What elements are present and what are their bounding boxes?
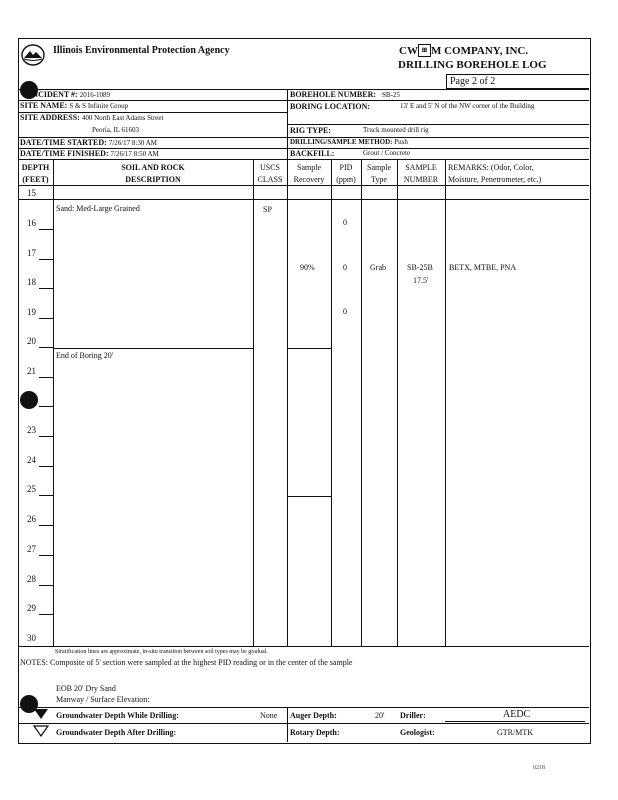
driller-label: Driller:	[400, 711, 426, 720]
depth-27: 27	[27, 544, 36, 554]
date-finished-label: DATE/TIME FINISHED:	[20, 149, 109, 158]
incident-value: 2016-1089	[79, 91, 111, 99]
date-started-label: DATE/TIME STARTED:	[20, 138, 107, 147]
borehole-number-label: BOREHOLE NUMBER:	[290, 90, 377, 99]
date-started-field	[20, 139, 157, 147]
date-started-value: 7/26/17 8:30 AM	[108, 139, 158, 147]
depth-17: 17	[27, 248, 36, 258]
gw-while-value: None	[260, 711, 278, 720]
sample-number-value: SB-25B	[407, 263, 433, 272]
company-name	[399, 44, 528, 57]
depth-16: 16	[27, 218, 36, 228]
page-indicator	[446, 74, 589, 89]
agency-name: Illinois Environmental Protection Agency	[53, 45, 230, 56]
depth-29: 29	[27, 603, 36, 613]
depth-21: 21	[27, 366, 36, 376]
backfill-value: Grout / Concrete	[363, 149, 411, 157]
borehole-number-field	[290, 91, 400, 99]
depth-15: 15	[27, 188, 36, 198]
site-address-label: SITE ADDRESS:	[20, 113, 80, 122]
depth-18: 18	[27, 277, 36, 287]
col-header-recovery: Sample Recovery	[293, 163, 325, 184]
page-total: 2	[490, 76, 496, 87]
auger-label: Auger Depth:	[290, 711, 337, 720]
remarks-value: BETX, MTBE, PNA	[449, 263, 517, 272]
eob-note: EOB 20' Dry Sand	[56, 684, 116, 693]
drilling-method-value: Push	[394, 138, 408, 146]
depth-28: 28	[27, 574, 36, 584]
date-finished-field	[20, 150, 159, 158]
boring-location-label: BORING LOCATION:	[290, 102, 371, 111]
recovery-value: 90%	[300, 263, 315, 272]
boring-location-field	[290, 103, 370, 111]
page-label: Page	[450, 76, 470, 87]
drilling-method-label: DRILLING/SAMPLE METHOD:	[290, 138, 393, 146]
sample-depth-value: 17.5'	[413, 276, 429, 285]
site-name-label: SITE NAME:	[20, 101, 68, 110]
rig-type-value: Truck mounted drill rig	[363, 126, 429, 134]
depth-25: 25	[27, 484, 36, 494]
col-header-remarks: REMARKS: (Odor, Color, Moisture, Penetrometer, etc.)	[448, 163, 542, 184]
col-header-type: Sample Type	[367, 163, 391, 184]
pid-value-2: 0	[343, 263, 347, 272]
gw-after-label: Groundwater Depth After Drilling:	[56, 728, 177, 737]
geologist-value: GTR/MTK	[497, 728, 533, 737]
auger-value: 20'	[375, 711, 385, 720]
col-header-pid: PID (ppm)	[336, 163, 356, 184]
sample-type-value: Grab	[370, 263, 386, 272]
col-header-depth: DEPTH (FEET)	[21, 163, 50, 184]
manway-elevation: Manway / Surface Elevation:	[56, 695, 150, 704]
site-name-value: S & S Infinite Group	[69, 102, 129, 110]
binder-hole-middle	[20, 391, 38, 409]
incident-field	[22, 91, 110, 99]
depth-26: 26	[27, 514, 36, 524]
pid-value-1: 0	[343, 218, 347, 227]
log-title: DRILLING BOREHOLE LOG	[398, 59, 547, 71]
site-address-line2: Peoria, IL 61603	[92, 126, 139, 134]
groundwater-while-icon	[33, 708, 49, 720]
gw-while-label: Groundwater Depth While Drilling:	[56, 711, 179, 720]
driller-value: AEDC	[503, 709, 531, 720]
col-header-soil: SOIL AND ROCK DESCRIPTION	[121, 163, 185, 184]
rotary-label: Rotary Depth:	[290, 728, 340, 737]
end-of-boring: End of Boring 20'	[56, 351, 114, 360]
geologist-label: Geologist:	[400, 728, 435, 737]
page-current: 2	[471, 76, 477, 87]
company-logo-icon: ⊞	[418, 44, 431, 57]
company-suffix: M COMPANY, INC.	[430, 45, 529, 57]
boring-location-value: 13' E and 5' N of the NW corner of the Building	[400, 102, 535, 110]
incident-label: T INCIDENT #:	[22, 90, 78, 99]
backfill-label: BACKFILL:	[290, 149, 335, 158]
page-of: of	[479, 76, 488, 87]
pid-value-3: 0	[343, 307, 347, 316]
depth-23: 23	[27, 425, 36, 435]
soil-description-1: Sand: Med-Large Grained	[56, 204, 140, 213]
col-header-number: SAMPLE NUMBER	[403, 163, 439, 184]
agency-logo-icon	[21, 43, 45, 67]
stratification-note: Stratification lines are approximate, in-situ transition between soil types may be gradual.	[55, 649, 268, 655]
uscs-class-1: SP	[263, 205, 272, 214]
borehole-number-value: SB-25	[382, 91, 400, 99]
site-address-line1: 400 North East Adams Street	[81, 114, 164, 122]
site-address-field	[20, 114, 163, 122]
date-finished-value: 7/26/17 8:50 AM	[110, 150, 159, 158]
depth-19: 19	[27, 307, 36, 317]
depth-24: 24	[27, 455, 36, 465]
rig-type-label: RIG TYPE:	[290, 126, 331, 135]
depth-30: 30	[27, 633, 36, 643]
depth-20: 20	[27, 336, 36, 346]
notes: NOTES: Composite of 5' section were sampled at the highest PID reading or in the center of the sample	[20, 658, 353, 667]
groundwater-after-icon	[33, 725, 49, 737]
site-name-field	[20, 102, 128, 110]
page-stamp: 0218	[533, 765, 545, 771]
col-header-uscs: USCS CLASS	[257, 163, 283, 184]
drilling-method-field	[290, 139, 408, 146]
company-prefix: CW	[399, 45, 418, 57]
